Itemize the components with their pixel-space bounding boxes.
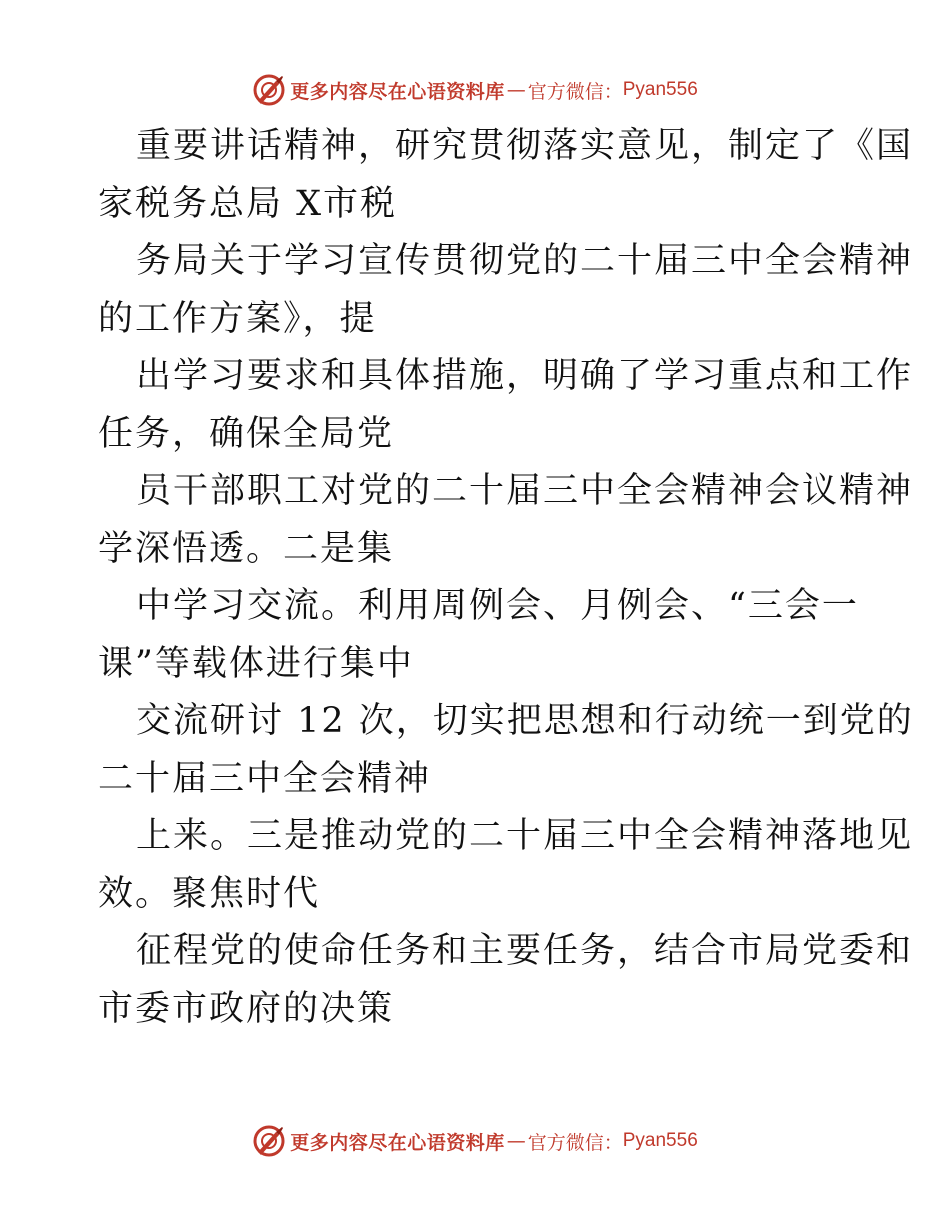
text-line: 效。聚焦时代 [98,873,321,914]
watermark-main-text: 更多内容尽在心语资料库 [290,1131,505,1154]
quill-logo-icon [252,1124,286,1158]
footer-watermark [0,1121,950,1161]
text-line: 征程党的使命任务和主要任务，结合市局党委和 [136,931,914,971]
watermark-official-label: 官方微信： [527,80,623,103]
watermark-separator: — [506,79,526,101]
watermark-separator: — [506,1130,526,1152]
text-line: 交流研讨 12 次，切实把思想和行动统一到党的 [136,701,914,741]
text-line: 任务，确保全局党 [98,413,395,454]
text-line: 出学习要求和具体措施，明确了学习重点和工作 [136,356,914,396]
document-body [98,118,914,1038]
watermark-official-label: 官方微信： [527,1131,623,1154]
text-line: 课”等载体进行集中 [98,643,414,684]
text-line: 市委市政府的决策 [98,988,395,1029]
text-line: 家税务总局 X市税 [98,183,398,224]
text-line: 中学习交流。利用周例会、月例会、“三会一 [136,586,859,626]
text-line: 重要讲话精神，研究贯彻落实意见，制定了《国 [136,126,914,166]
header-watermark [0,70,950,110]
watermark-wechat-id: Pyan556 [622,1130,698,1151]
text-line: 学深悟透。二是集 [98,528,395,569]
text-line: 务局关于学习宣传贯彻党的二十届三中全会精神 [136,241,914,281]
text-line: 的工作方案》，提 [98,298,377,339]
text-line: 员干部职工对党的二十届三中全会精神会议精神 [136,471,914,511]
text-line: 二十届三中全会精神 [98,758,432,799]
watermark-main-text: 更多内容尽在心语资料库 [290,80,505,103]
quill-logo-icon [252,73,286,107]
watermark-wechat-id: Pyan556 [622,79,698,100]
text-line: 上来。三是推动党的二十届三中全会精神落地见 [136,816,914,856]
